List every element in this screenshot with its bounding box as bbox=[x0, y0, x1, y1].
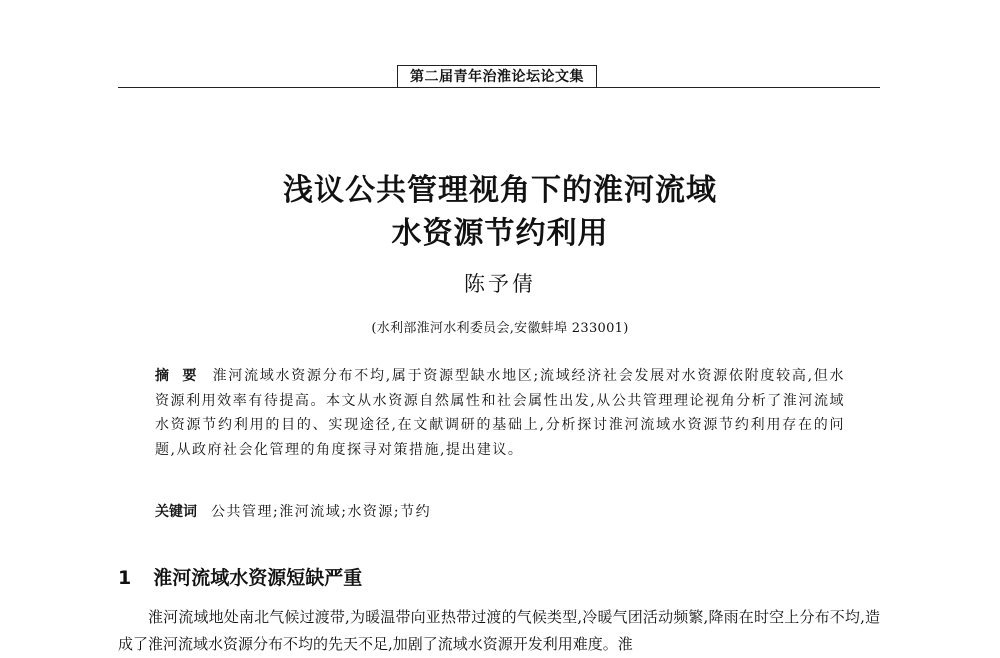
abstract bbox=[155, 364, 845, 462]
running-header: 第二届青年治淮论坛论文集 bbox=[397, 65, 597, 87]
section-title: 淮河流域水资源短缺严重 bbox=[153, 567, 363, 589]
keywords-label: 关键词 bbox=[155, 504, 197, 520]
abstract-label: 摘 要 bbox=[155, 368, 201, 384]
header-rule bbox=[118, 87, 880, 88]
section-number: 1 bbox=[118, 567, 132, 589]
keywords-text: 公共管理;淮河流域;水资源;节约 bbox=[211, 504, 432, 520]
section-heading bbox=[118, 563, 362, 590]
author-affiliation: (水利部淮河水利委员会,安徽蚌埠 233001) bbox=[371, 321, 629, 336]
body-paragraph: 淮河流域地处南北气候过渡带,为暖温带向亚热带过渡的气候类型,冷暖气团活动频繁,降雨在时空上分布不均,造成了淮河流域水资源分布不均的先天不足,加剧了流域水资源开发利用难度。淮 bbox=[118, 608, 880, 653]
paper-title-line-2: 水资源节约利用 bbox=[391, 216, 609, 251]
author-name: 陈予倩 bbox=[464, 272, 536, 296]
abstract-text: 淮河流域水资源分布不均,属于资源型缺水地区;流域经济社会发展对水资源依附度较高,但水资源利用效率有待提高。本文从水资源自然属性和社会属性出发,从公共管理理论视角分析了淮河流域水资源节约利用的目的、实现途径,在文献调研的基础上,分析探讨淮河流域水资源节约利用存在的问题,从政府社会化管理的角度探寻对策措施,提出建议。 bbox=[155, 368, 845, 458]
keywords bbox=[155, 500, 845, 524]
paper-title-line-1: 浅议公共管理视角下的淮河流域 bbox=[283, 173, 717, 208]
